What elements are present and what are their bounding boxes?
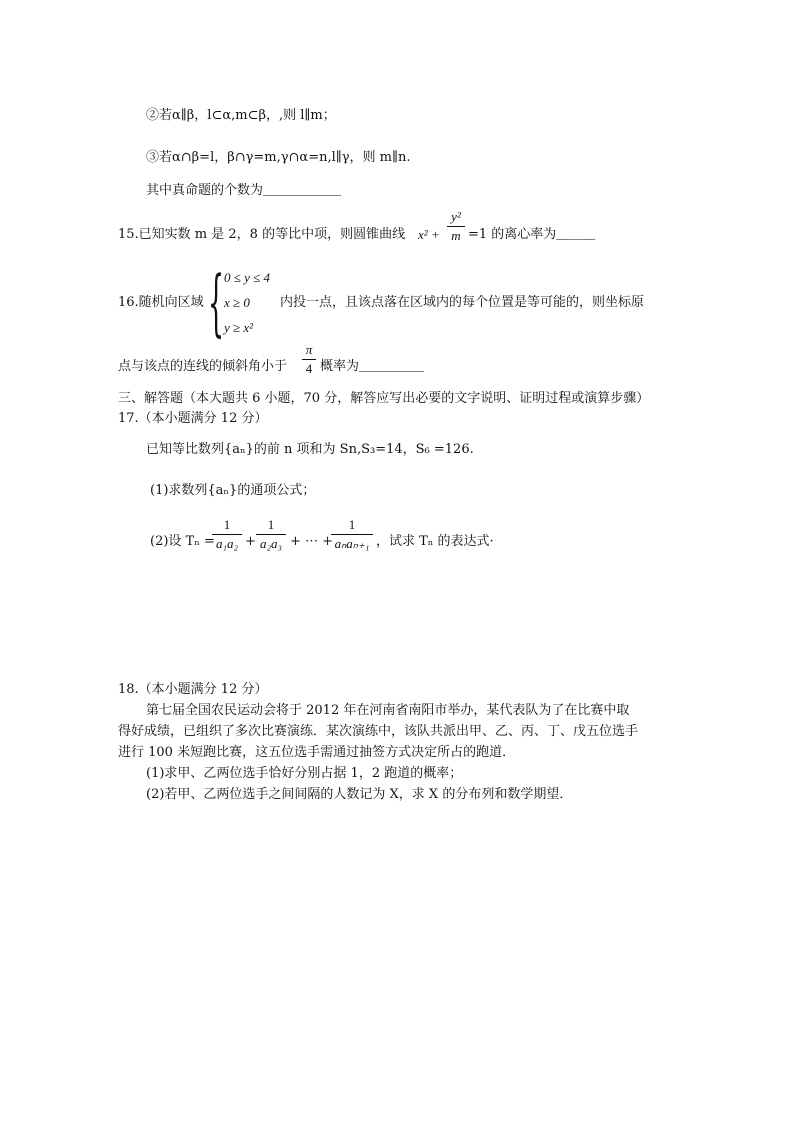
q18-line-3: 进行 100 米短跑比赛，这五位选手需通过抽签方式决定所占的跑道． [118, 745, 516, 760]
q17-fraction-3 [331, 517, 373, 552]
q16-pi: π [305, 342, 313, 357]
q16-inequality-1: 0 ≤ y ≤ 4 [224, 270, 271, 285]
q15-suffix: =1 的离心率为＿＿＿ [468, 227, 596, 242]
fraction-bar [331, 534, 373, 535]
fraction-bar [447, 226, 465, 227]
q16-suffix: 内投一点，且该点落在区域内的每个位置是等可能的，则坐标原 [280, 295, 645, 310]
q14-statement-3: ③若α∩β=l，β∩γ=m,γ∩α=n,l∥γ，则 m∥n. [146, 150, 411, 165]
q15-x-squared: x² + [418, 227, 440, 242]
q17-fraction-2 [256, 517, 286, 552]
q17-part-1: (1)求数列{aₙ}的通项公式； [150, 483, 316, 498]
q18-line-2: 得好成绩，已组织了多次比赛演练．某次演练中，该队共派出甲、乙、丙、丁、戊五位选手 [118, 724, 639, 739]
q16-line2-prefix: 点与该点的连线的倾斜角小于 [118, 359, 288, 374]
q17-fraction-3-numerator: 1 [348, 517, 356, 532]
q14-statement-2: ②若α∥β，l⊂α,m⊂β，,则 l∥m； [146, 108, 336, 123]
q17-fraction-1 [212, 517, 242, 552]
q17-stem: 已知等比数列{aₙ}的前 n 项和为 Sn,S₃=14，S₆ =126. [146, 442, 474, 457]
q17-fraction-3-denominator: aₙaₙ₊₁ [334, 536, 370, 551]
q16-inequality-2: x ≥ 0 [224, 295, 250, 310]
q17-fraction-1-denominator: a₁a₂ [215, 536, 239, 551]
q17-part-2-prefix: (2)设 Tₙ = [150, 534, 215, 549]
q16-prefix: 16.随机向区域 [118, 295, 204, 310]
fraction-bar [212, 534, 242, 535]
q15-fraction [447, 209, 465, 244]
fraction-bar [256, 534, 286, 535]
q16-pi-over-4 [302, 342, 316, 377]
q15-fraction-numerator: y² [451, 209, 461, 224]
q16-four: 4 [305, 361, 313, 376]
q17-plus: + [245, 534, 256, 549]
fraction-bar [302, 359, 316, 360]
q18-line-1: 第七届全国农民运动会将于 2012 年在河南省南阳市举办，某代表队为了在比赛中取 [146, 703, 630, 718]
q16-inequality-3: y ≥ x² [224, 320, 254, 335]
q17-heading: 17.（本小题满分 12 分） [118, 411, 268, 426]
q17-ellipsis: + ⋯ + [290, 534, 334, 549]
q15-fraction-denominator: m [451, 228, 461, 243]
q18-heading: 18.（本小题满分 12 分） [118, 682, 268, 697]
q16-line2-suffix: 概率为＿＿＿＿＿ [320, 359, 425, 374]
section-3-heading: 三、解答题（本大题共 6 小题，70 分，解答应写出必要的文字说明、证明过程或演算步骤） [118, 391, 650, 406]
q18-part-2: (2)若甲、乙两位选手之间间隔的人数记为 X，求 X 的分布列和数学期望． [146, 787, 573, 802]
q18-part-1: (1)求甲、乙两位选手恰好分别占据 1，2 跑道的概率； [146, 766, 463, 781]
q17-part-2-suffix: ，试求 Tₙ 的表达式· [376, 534, 494, 549]
q17-fraction-2-denominator: a₂a₃ [259, 536, 283, 551]
q17-fraction-1-numerator: 1 [223, 517, 231, 532]
system-brace-icon: { [208, 260, 225, 344]
q17-fraction-2-numerator: 1 [267, 517, 275, 532]
q15-prefix: 15.已知实数 m 是 2，8 的等比中项，则圆锥曲线 [118, 227, 406, 242]
q14-question: 其中真命题的个数为＿＿＿＿＿＿ [146, 183, 342, 198]
